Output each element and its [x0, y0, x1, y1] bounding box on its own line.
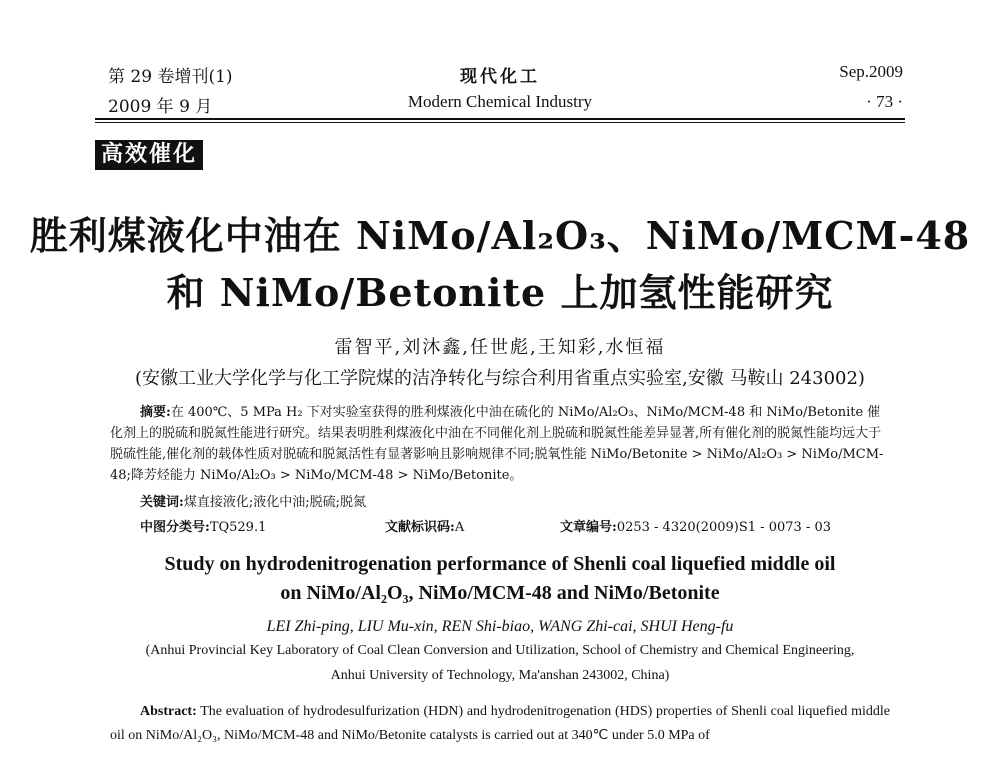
clc-value: TQ529.1	[209, 520, 267, 535]
clc-label: 中图分类号:	[140, 520, 210, 535]
affiliation-zh: (安徽工业大学化学与化工学院煤的洁净转化与综合利用省重点实验室,安徽 马鞍山 243002)	[135, 368, 865, 389]
column-badge: 高效催化	[95, 140, 203, 170]
abstract-en-text: The evaluation of hydrodesulfurization (HDN) and hydrodenitrogenation (HDS) properties of Shenli coal liquefied middle oil on NiMo/Al₂O₃, NiMo/MCM-48 and NiMo/Betonite catalysts is carried out at 340℃ under 5.0 MPa of	[110, 704, 890, 743]
doc-code-value: A	[454, 520, 465, 535]
affiliation-en-line1: (Anhui Provincial Key Laboratory of Coal Clean Conversion and Utilization, School of Chemistry and Chemical Engineering,	[145, 643, 855, 658]
authors-zh: 雷智平,刘沐鑫,任世彪,王知彩,水恒福	[334, 337, 666, 358]
article-number	[560, 516, 831, 535]
header-rule-thin	[95, 122, 905, 123]
title-en-line2: on NiMo/Al₂O₃, NiMo/MCM-48 and NiMo/Betonite	[280, 582, 720, 604]
clc-number	[140, 516, 266, 535]
article-no-label: 文章编号:	[560, 520, 617, 535]
doc-code	[385, 516, 464, 535]
title-en-line1: Study on hydrodenitrogenation performance of Shenli coal liquefied middle oil	[164, 553, 836, 575]
journal-name-en: Modern Chemical Industry	[407, 92, 593, 111]
keywords-zh-text: 煤直接液化;液化中油;脱硫;脱氮	[183, 495, 366, 510]
affiliation-en-line2: Anhui University of Technology, Ma'anshan 243002, China)	[330, 668, 670, 683]
abstract-zh	[110, 402, 890, 486]
abstract-zh-text: 在 400℃、5 MPa H₂ 下对实验室获得的胜利煤液化中油在硫化的 NiMo/Al₂O₃、NiMo/MCM-48 和 NiMo/Betonite 催化剂上的脱硫和脱氮性能进行研究。结果表明胜利煤液化中油在不同催化剂上脱硫和脱氮性能差异显著,所有催化剂的脱氮性能均远大于脱硫性能,催化剂的载体性质对脱硫和脱氮活性有显著影响且影响规律不同;脱氧性能 NiMo/Betonite > NiMo/Al₂O₃ > NiMo/MCM-48;降芳烃能力 NiMo/Al₂O₃ > NiMo/MCM-48 > NiMo/Betonite。	[110, 405, 884, 483]
journal-volume: 第 29 卷增刊(1)	[108, 67, 233, 87]
abstract-en-label: Abstract:	[140, 704, 197, 719]
title-zh-line2: 和 NiMo/Betonite 上加氢性能研究	[166, 270, 834, 315]
abstract-en	[110, 700, 890, 756]
page-number: · 73 ·	[866, 92, 903, 111]
journal-name-zh: 现代化工	[460, 67, 540, 87]
header-rule-thick	[95, 118, 905, 120]
abstract-zh-label: 摘要:	[140, 405, 171, 420]
journal-date-zh: 2009 年 9 月	[108, 97, 213, 117]
keywords-zh	[110, 492, 890, 513]
title-zh-line1: 胜利煤液化中油在 NiMo/Al₂O₃、NiMo/MCM-48	[29, 213, 971, 258]
keywords-zh-label: 关键词:	[140, 495, 184, 510]
journal-date-en: Sep.2009	[839, 62, 903, 81]
article-no-value: 0253 - 4320(2009)S1 - 0073 - 03	[616, 520, 831, 535]
doc-code-label: 文献标识码:	[385, 520, 455, 535]
authors-en: LEI Zhi-ping, LIU Mu-xin, REN Shi-biao, WANG Zhi-cai, SHUI Heng-fu	[266, 618, 734, 635]
